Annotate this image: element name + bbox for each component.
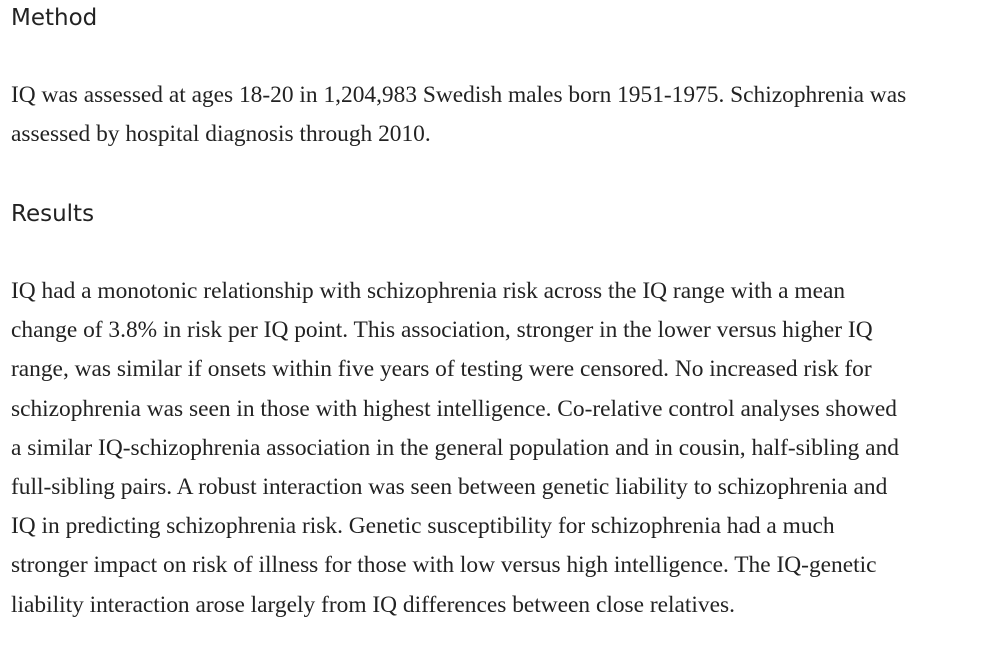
method-line: assessed by hospital diagnosis through 2010. [11,121,431,148]
results-heading: Results [11,201,95,227]
results-line: stronger impact on risk of illness for those with low versus high intelligence. The IQ-genetic [11,552,877,579]
results-line: liability interaction arose largely from IQ differences between close relatives. [11,591,735,618]
results-line: a similar IQ-schizophrenia association in the general population and in cousin, half-sibling and [11,434,899,461]
results-line: IQ in predicting schizophrenia risk. Genetic susceptibility for schizophrenia had a much [11,513,835,540]
results-line: full-sibling pairs. A robust interaction was seen between genetic liability to schizophrenia and [11,474,888,501]
method-heading: Method [11,5,98,31]
results-paragraph [11,272,977,625]
results-line: range, was similar if onsets within five years of testing were censored. No increased risk for [11,356,872,383]
results-line: schizophrenia was seen in those with highest intelligence. Co-relative control analyses showed [11,395,898,422]
results-line: change of 3.8% in risk per IQ point. This association, stronger in the lower versus higher IQ [11,317,873,344]
results-line: IQ had a monotonic relationship with schizophrenia risk across the IQ range with a mean [11,278,846,304]
method-line: IQ was assessed at ages 18-20 in 1,204,983 Swedish males born 1951-1975. Schizophrenia was [11,82,907,108]
method-paragraph [11,76,977,154]
